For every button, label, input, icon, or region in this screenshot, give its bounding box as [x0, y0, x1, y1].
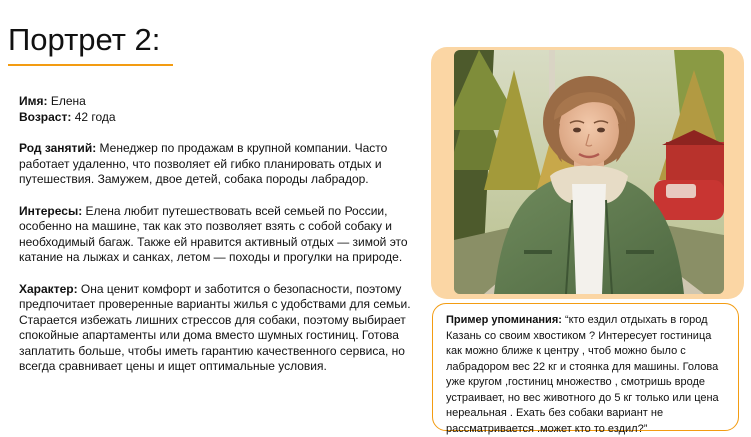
interests-paragraph — [19, 204, 411, 266]
occupation-value: Менеджер по продажам в крупной компании. Часто работает удаленно, что позволяет ей гибко планировать отдых и путешествия. Замужем, двое детей, собака породы лабрадор. — [19, 141, 388, 186]
interests-label: Интересы: — [19, 203, 83, 218]
slide-title: Портрет 2: — [8, 22, 161, 57]
title-underline — [8, 64, 173, 66]
quote-label: Пример упоминания: — [446, 314, 562, 326]
character-paragraph — [19, 282, 411, 375]
mention-example-box — [432, 303, 739, 435]
age-value: 42 года — [71, 109, 116, 124]
quote-text: “кто ездил отдыхать в город Казань со своим хвостиком ? Интересует гостиница как можно ближе к центру , чтоб можно было с лабрадором вес 22 кг и стоянка для машины. Голова уже кругом ,гостиниц множество , смотришь вроде устраивает, но вес животного до 5 кг только или цена нереальная . Ехать без собаки вариант не рассматривается .может кто то ездил?” — [446, 314, 719, 435]
name-value: Елена — [47, 94, 86, 108]
name-age-block — [19, 94, 411, 125]
name-label: Имя: — [19, 94, 48, 108]
character-label: Характер: — [19, 281, 78, 296]
occupation-paragraph — [19, 141, 411, 188]
interests-value: Елена любит путешествовать всей семьей по России, особенно на машине, так как это позволяет взять с собой собаку и необходимый багаж. Также ей нравится активный отдых — зимой это катание на лыжах и санках, летом — походы и прогулки на природе. — [19, 203, 408, 264]
character-value: Она ценит комфорт и заботится о безопасности, поэтому предпочитает проверенные варианты жилья с удобствами для семьи. Старается избежать лишних стрессов для собаки, поэтому выбирает спокойные апартаменты или дома вместо шумных гостиниц. Готова заплатить больше, чтобы иметь гарантию качественного сервиса, но всегда сравнивает цены и ищет оптимальные условия. — [19, 281, 411, 373]
occupation-label: Род занятий: — [19, 141, 97, 155]
age-label: Возраст: — [19, 109, 72, 124]
portrait-photo — [454, 50, 724, 294]
profile-text — [19, 94, 411, 391]
portrait-illustration — [454, 50, 724, 294]
